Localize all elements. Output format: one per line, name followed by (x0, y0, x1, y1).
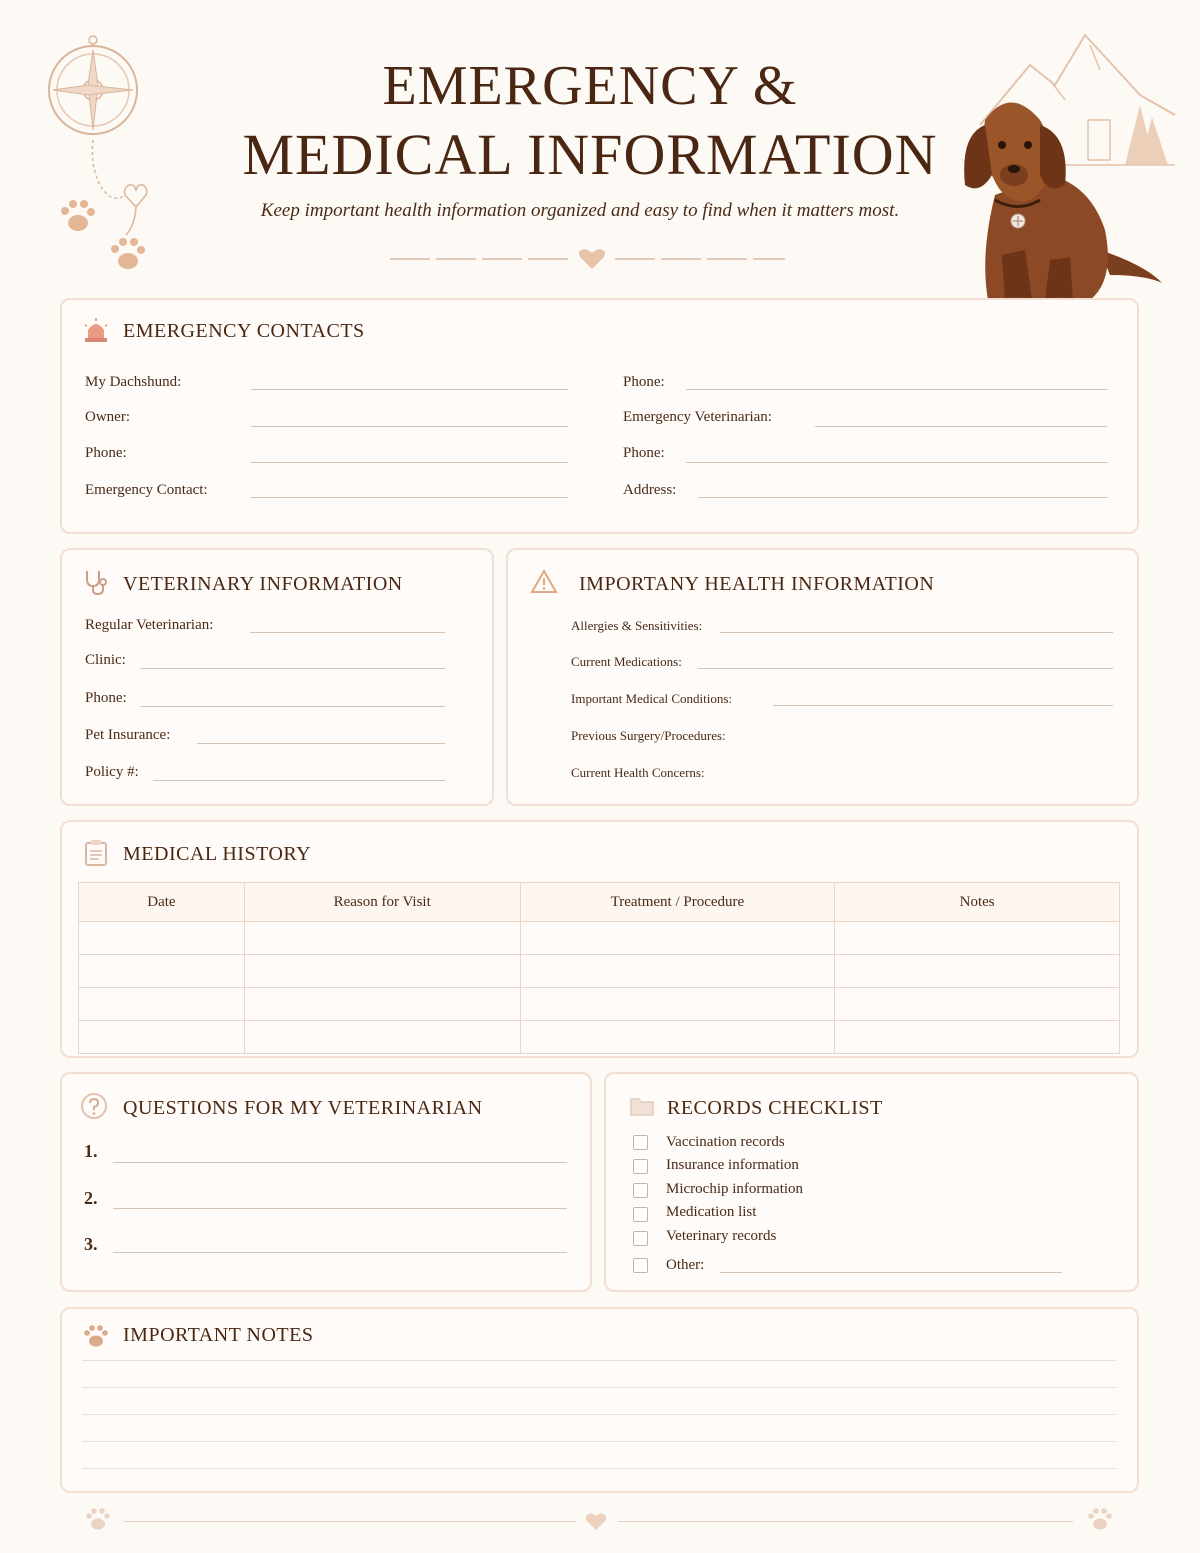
veterinary-info-title: VETERINARY INFORMATION (123, 573, 403, 595)
checklist-item-label: Vaccination records (666, 1134, 785, 1150)
table-cell[interactable] (520, 988, 835, 1021)
footer-divider (124, 1521, 576, 1522)
input-line[interactable] (140, 706, 445, 707)
table-cell[interactable] (79, 922, 245, 955)
field-label: Previous Surgery/Procedures: (571, 728, 726, 743)
column-header-treatment: Treatment / Procedure (520, 883, 835, 922)
note-line[interactable] (82, 1387, 1116, 1388)
footer-divider (618, 1521, 1073, 1522)
records-checklist-title: RECORDS CHECKLIST (667, 1097, 883, 1119)
input-line[interactable] (113, 1162, 567, 1163)
field-label: Phone: (85, 690, 127, 706)
note-line[interactable] (82, 1441, 1116, 1442)
input-line[interactable] (251, 426, 568, 427)
question-number: 1. (84, 1141, 98, 1161)
field-label: Phone: (623, 445, 665, 461)
table-row[interactable] (79, 955, 1120, 988)
table-cell[interactable] (244, 988, 520, 1021)
field-label: Current Medications: (571, 654, 682, 669)
field-label: Regular Veterinarian: (85, 617, 214, 633)
input-line[interactable] (698, 668, 1113, 669)
title-line-2: MEDICAL INFORMATION (242, 122, 938, 187)
table-cell[interactable] (835, 988, 1120, 1021)
important-notes-title: IMPORTANT NOTES (123, 1324, 314, 1346)
checkbox[interactable] (633, 1207, 648, 1222)
page-title (190, 55, 990, 187)
table-cell[interactable] (835, 1021, 1120, 1054)
note-line[interactable] (82, 1360, 1116, 1361)
stethoscope-icon (82, 568, 110, 596)
input-line[interactable] (686, 462, 1108, 463)
field-label: Allergies & Sensitivities: (571, 618, 703, 633)
table-cell[interactable] (244, 1021, 520, 1054)
checkbox[interactable] (633, 1183, 648, 1198)
field-label: Clinic: (85, 652, 126, 668)
paw-icon (82, 1322, 110, 1350)
medical-history-title: MEDICAL HISTORY (123, 843, 312, 865)
field-label: Policy #: (85, 764, 139, 780)
field-label: Emergency Veterinarian: (623, 409, 772, 425)
emergency-contacts-panel (60, 298, 1139, 534)
checklist-item-label: Insurance information (666, 1157, 799, 1173)
paw-icon (1086, 1505, 1114, 1533)
field-label: Phone: (85, 445, 127, 461)
table-cell[interactable] (520, 1021, 835, 1054)
warning-icon (530, 568, 558, 596)
table-cell[interactable] (520, 955, 835, 988)
clipboard-icon (82, 839, 110, 867)
column-header-date: Date (79, 883, 245, 922)
input-line[interactable] (251, 497, 568, 498)
column-header-reason: Reason for Visit (244, 883, 520, 922)
field-label: Pet Insurance: (85, 727, 171, 743)
question-number: 2. (84, 1188, 98, 1208)
folder-icon (628, 1092, 656, 1120)
checkbox[interactable] (633, 1231, 648, 1246)
checklist-item-label: Veterinary records (666, 1228, 777, 1244)
heart-icon (585, 1511, 607, 1531)
heart-divider-icon (385, 245, 795, 273)
health-info-title: IMPORTANY HEALTH INFORMATION (579, 573, 935, 595)
input-line[interactable] (113, 1208, 567, 1209)
input-line[interactable] (686, 389, 1108, 390)
note-line[interactable] (82, 1468, 1116, 1469)
questions-panel (60, 1072, 592, 1292)
table-cell[interactable] (244, 922, 520, 955)
field-label: Important Medical Conditions: (571, 691, 733, 706)
input-line[interactable] (720, 632, 1113, 633)
siren-icon (82, 316, 110, 344)
field-label: Address: (623, 482, 677, 498)
table-cell[interactable] (244, 955, 520, 988)
table-cell[interactable] (835, 955, 1120, 988)
input-line[interactable] (250, 632, 445, 633)
input-line[interactable] (197, 743, 445, 744)
table-header-row (79, 883, 1120, 922)
field-label: Emergency Contact: (85, 482, 208, 498)
compass-decoration-icon (40, 35, 160, 285)
checkbox[interactable] (633, 1159, 648, 1174)
table-cell[interactable] (79, 988, 245, 1021)
checklist-item-label: Other: (666, 1257, 705, 1273)
subtitle: Keep important health information organized and easy to find when it matters most. (260, 200, 900, 221)
field-label: Phone: (623, 374, 665, 390)
checklist-item-label: Medication list (666, 1204, 757, 1220)
checklist-item-label: Microchip information (666, 1181, 804, 1197)
note-line[interactable] (82, 1414, 1116, 1415)
medical-history-table (78, 882, 1120, 1054)
input-line[interactable] (251, 462, 568, 463)
paw-icon (84, 1505, 112, 1533)
checkbox[interactable] (633, 1258, 648, 1273)
emergency-contacts-title: EMERGENCY CONTACTS (123, 320, 365, 342)
table-cell[interactable] (79, 1021, 245, 1054)
input-line[interactable] (815, 426, 1107, 427)
questions-title: QUESTIONS FOR MY VETERINARIAN (123, 1097, 483, 1119)
input-line[interactable] (773, 705, 1113, 706)
table-cell[interactable] (520, 922, 835, 955)
question-number: 3. (84, 1234, 98, 1254)
field-label: My Dachshund: (85, 374, 182, 390)
column-header-notes: Notes (835, 883, 1120, 922)
table-row[interactable] (79, 988, 1120, 1021)
table-row[interactable] (79, 922, 1120, 955)
field-label: Owner: (85, 409, 130, 425)
checkbox[interactable] (633, 1135, 648, 1150)
input-line[interactable] (720, 1272, 1062, 1273)
title-line-1: EMERGENCY & (382, 55, 798, 117)
table-row[interactable] (79, 1021, 1120, 1054)
input-line[interactable] (153, 780, 445, 781)
table-cell[interactable] (835, 922, 1120, 955)
input-line[interactable] (251, 389, 568, 390)
important-notes-panel (60, 1307, 1139, 1493)
question-icon (80, 1092, 108, 1120)
dachshund-illustration-icon (940, 25, 1180, 320)
table-cell[interactable] (79, 955, 245, 988)
field-label: Current Health Concerns: (571, 765, 705, 780)
input-line[interactable] (113, 1252, 567, 1253)
input-line[interactable] (698, 497, 1108, 498)
input-line[interactable] (140, 668, 445, 669)
